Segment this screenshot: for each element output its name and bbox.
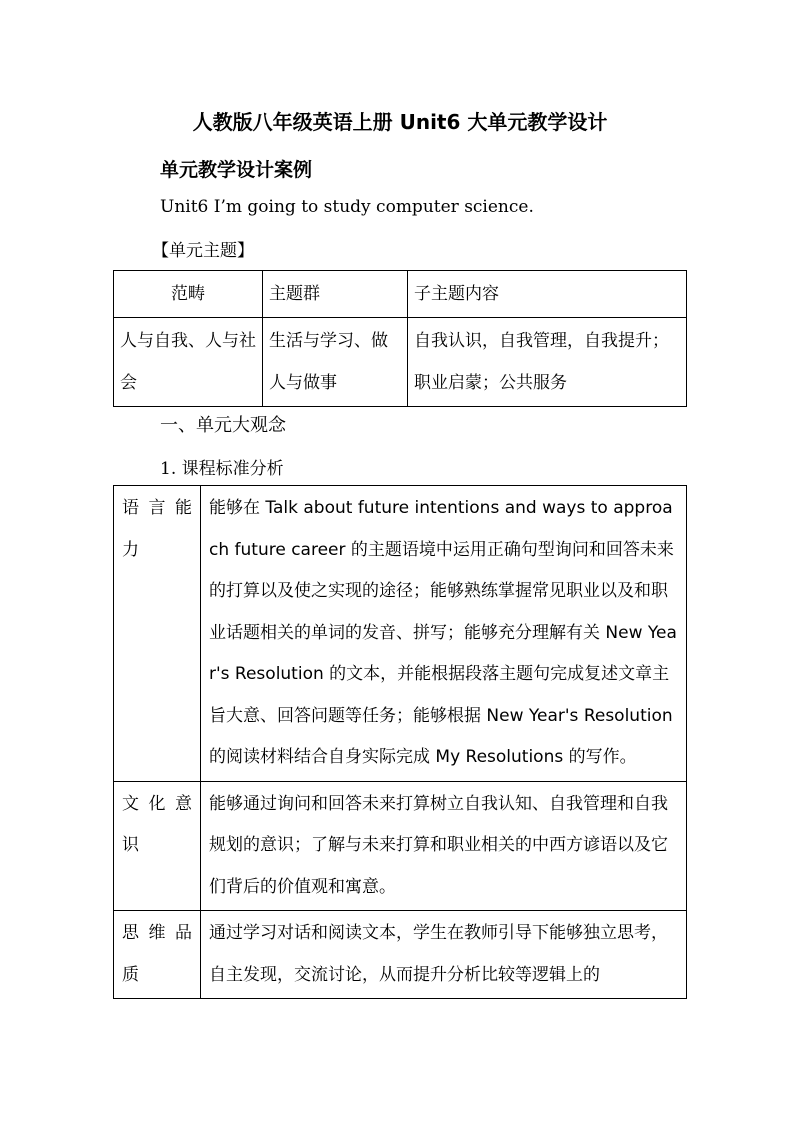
header-category: 范畴	[114, 271, 263, 318]
section-heading: 一、单元大观念	[160, 415, 286, 436]
standard-label	[114, 486, 201, 782]
cell-category: 人与自我、人与社会	[114, 318, 263, 407]
standard-label	[114, 781, 201, 911]
unit-theme-table	[113, 270, 687, 407]
header-subtheme: 子主题内容	[408, 271, 687, 318]
table-row	[114, 781, 687, 911]
unit-title-line: Unit6 I’m going to study computer science.	[160, 197, 534, 217]
table-row	[114, 318, 687, 407]
label-line-2: 识	[122, 835, 139, 855]
cell-subtheme: 自我认识，自我管理，自我提升；职业启蒙；公共服务	[408, 318, 687, 407]
curriculum-standards-table	[113, 485, 687, 999]
table-header-row	[114, 271, 687, 318]
label-line-2: 质	[122, 964, 139, 985]
header-theme-group: 主题群	[263, 271, 408, 318]
label-line-2: 力	[122, 539, 139, 560]
label-line-1: 文 化 意	[122, 793, 192, 814]
label-line-1: 语 言 能	[122, 498, 192, 518]
standard-content: 能够在 Talk about future intentions and ways to approach future career 的主题语境中运用正确句型询问和回答未来的打算以及使之实现的途径；能够熟练掌握常见职业以及和职业话题相关的单词的发音、拼写；能够充分理解有关 New Year's Resolution 的文本，并能根据段落主题句完成复述文章主旨大意、回答问题等任务；能够根据 New Year's Resolution 的阅读材料结合自身实际完成 My Resolutions 的写作。	[201, 486, 687, 782]
label-line-1: 思 维 品	[122, 923, 192, 943]
section-subtitle: 单元教学设计案例	[160, 159, 313, 181]
unit-theme-heading: 【单元主题】	[152, 241, 254, 261]
standard-content: 能够通过询问和回答未来打算树立自我认知、自我管理和自我规划的意识；了解与未来打算和职业相关的中西方谚语以及它们背后的价值观和寓意。	[201, 781, 687, 911]
page-title: 人教版八年级英语上册 Unit6 大单元教学设计	[192, 110, 608, 134]
table-row	[114, 486, 687, 782]
standard-content: 通过学习对话和阅读文本，学生在教师引导下能够独立思考，自主发现，交流讨论，从而提升分析比较等逻辑上的	[201, 911, 687, 999]
standard-label	[114, 911, 201, 999]
table-row	[114, 911, 687, 999]
subsection-heading: 1. 课程标准分析	[160, 459, 284, 479]
cell-theme-group: 生活与学习、做人与做事	[263, 318, 408, 407]
